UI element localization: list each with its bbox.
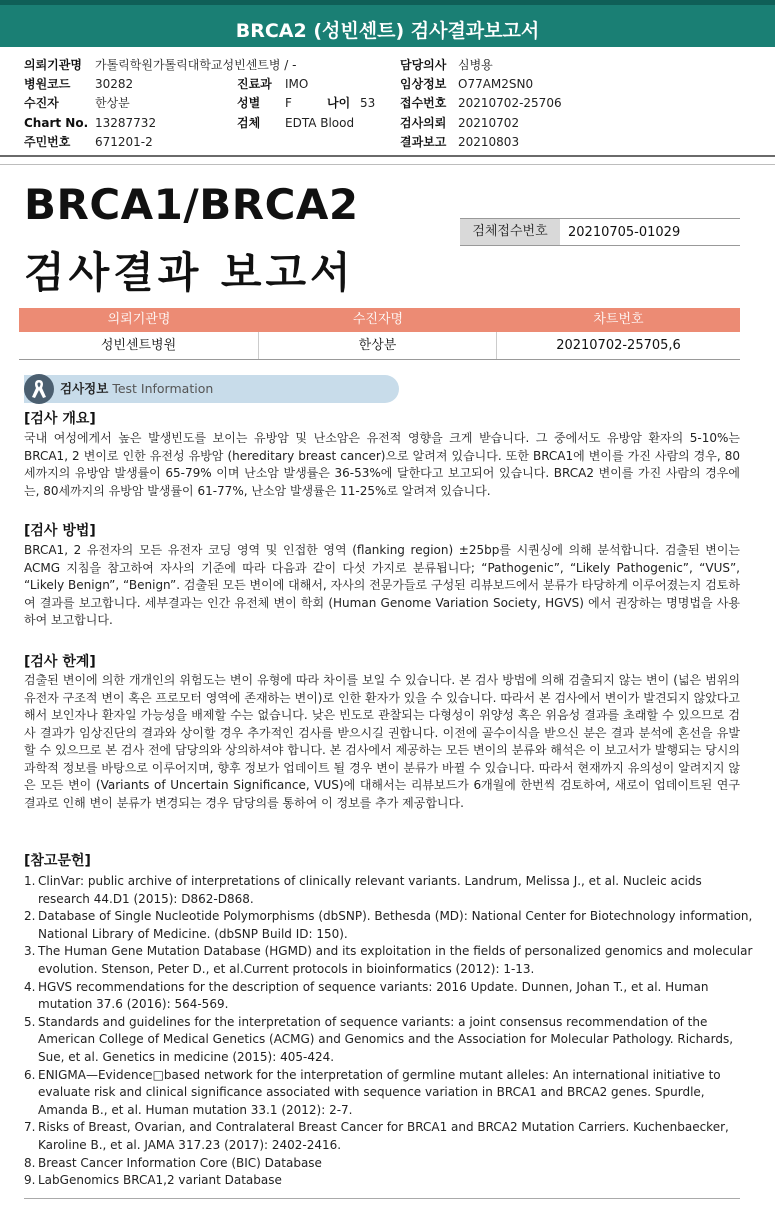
list-item [24, 943, 754, 978]
footer-divider [24, 1198, 740, 1199]
list-item [24, 908, 754, 943]
method-title: [검사 방법] [24, 523, 96, 539]
test-info-title [60, 375, 213, 403]
table-header-chart: 차트번호 [593, 312, 644, 327]
ref-text: Breast Cancer Information Core (BIC) Database [38, 1155, 322, 1170]
specimen-label: 검체 [237, 116, 261, 130]
ref-number: 8. [24, 1155, 36, 1170]
patient-summary-table [19, 308, 740, 360]
report-label: 결과보고 [400, 135, 447, 149]
list-item [24, 1119, 754, 1154]
specimen-receipt-box [460, 218, 740, 246]
chart-value: 13287732 [95, 116, 157, 130]
hospital-code-label: 병원코드 [24, 77, 71, 91]
institution-value: 가톨릭학원가톨릭대학교성빈센트병 / - [95, 58, 297, 72]
limit-text: 검출된 변이에 의한 개개인의 위험도는 변이 유형에 따라 차이를 보일 수 있습니다. 본 검사 방법에 의해 검출되지 않는 변이 (넓은 범위의 유전자 구조적 변이 혹은 프로모터 영역에 존재하는 변이)로 인한 환자가 있을 수 있습니다. 따라서 본 검사에서 변이가 발견되지 않았다고 해서 보인자나 환자일 가능성을 배제할 수는 없습니다. 낮은 빈도로 관찰되는 다형성이 위양성 혹은 위음성 결과를 초래할 수 있으므로 검사 결과가 임상진단의 결과와 상이할 경우 추가적인 검사를 받으시길 권합니다. 이전에 골수이식을 받으신 분은 결과 분석에 혼선을 유발할 수 있으므로 본 검사 전에 담당의와 상의하셔야 합니다. 본 검사에서 제공하는 모든 변이의 분류와 해석은 이 보고서가 발행되는 당시의 과학적 정보를 바탕으로 이루어지며, 향후 정보가 업데이트 될 경우 변이 분류가 바뀔 수 있습니다. 따라서 현재까지 유의성이 알려지지 않은 모든 변이 (Variants of Uncertain Significance, VUS)에 대해서는 리뷰보드가 6개월에 한번씩 검토하여, 새로이 업데이트된 연구 결과로 인해 변이 분류가 변경되는 경우 담당의를 통하여 이 정보를 추가 제공합니다. [24, 673, 740, 810]
list-item [24, 1172, 754, 1190]
table-row [19, 332, 740, 360]
overview-text: 국내 여성에게서 높은 발생빈도를 보이는 유방암 및 난소암은 유전적 영향을 크게 받습니다. 그 중에서도 유방암 환자의 5-10%는 BRCA1, 2 변이로 인한 유전성 유방암 (hereditary breast cancer)으로 알려져 있습니다. 또한 BRCA1에 변이를 가진 사람의 경우, 80세까지의 유방암 발생률이 65-79% 이며 난소암 발생률은 36-53%에 달한다고 보고되어 있습니다. BRCA2 변이를 가진 사람의 경우에는, 80세까지의 유방암 발생률이 61-77%, 난소암 발생률은 11-25%로 알려져 있습니다. [24, 431, 740, 498]
dept-value: IMO [285, 77, 309, 91]
table-header-patient: 수진자명 [352, 312, 404, 327]
ref-number: 3. [24, 944, 36, 959]
overview-title: [검사 개요] [24, 411, 96, 427]
sex-label: 성별 [237, 96, 261, 110]
ref-text: HGVS recommendations for the description of sequence variants: 2016 Update. Dunnen, Johan T., et al. Human mutation 37.6 (2016): 564-569. [38, 979, 709, 1012]
table-cell-institution: 성빈센트병원 [19, 332, 259, 359]
report-title-line1: BRCA1/BRCA2 [24, 180, 359, 229]
chart-label: Chart No. [24, 116, 89, 130]
rrn-label: 주민번호 [24, 135, 71, 149]
header-row-1 [0, 56, 775, 74]
ref-number: 9. [24, 1173, 36, 1188]
list-item [24, 1014, 754, 1067]
ref-text: ClinVar: public archive of interpretations of clinically relevant variants. Landrum, Melissa J., et al. Nucleic acids research 44.D1 (2015): D862-D868. [38, 874, 702, 906]
request-label: 검사의뢰 [400, 116, 447, 130]
ref-number: 4. [24, 979, 36, 994]
ref-number: 6. [24, 1067, 36, 1082]
header-row-4 [0, 114, 775, 132]
ref-text: ENIGMA—Evidence□based network for the interpretation of germline mutant alleles: An international initiative to evaluate risk and clinical significance associated with sequence variation in BRCA1 and BRCA2 genes. Spurdle, Amanda B., et al. Human mutation 33.1 (2012): 2-7. [38, 1067, 721, 1117]
ref-number: 1. [24, 874, 36, 888]
ref-text: Standards and guidelines for the interpretation of sequence variants: a joint consensus recommendation of the American College of Medical Genetics (ACMG) and Genomics and the Association for Molecular Pathology. Richards, Sue, et al. Genetics in medicine (2015): 405-424. [38, 1014, 734, 1064]
rrn-value: 671201-2 [95, 135, 153, 149]
list-item [24, 979, 754, 1014]
test-info-heading [24, 375, 399, 403]
receipt-value: 20210702-25706 [458, 96, 562, 110]
ref-text: Risks of Breast, Ovarian, and Contralateral Breast Cancer for BRCA1 and BRCA2 Mutation Carriers. Kuchenbaecker, Karoline B., et al. JAMA 317.23 (2017): 2402-2416. [38, 1120, 729, 1152]
age-label: 나이 [327, 96, 351, 110]
table-cell-patient: 한상분 [259, 332, 497, 359]
ref-text: LabGenomics BRCA1,2 variant Database [38, 1173, 282, 1188]
dept-label: 진료과 [237, 77, 272, 91]
specimen-value: EDTA Blood [285, 116, 355, 130]
banner-title: BRCA2 (성빈센트) 검사결과보고서 [235, 20, 540, 42]
header-divider-thin [0, 164, 775, 165]
header-row-3 [0, 94, 775, 112]
list-item [24, 873, 754, 908]
table-cell-chart: 20210702-25705,6 [556, 338, 681, 353]
limit-title: [검사 한계] [24, 654, 96, 670]
method-text: BRCA1, 2 유전자의 모든 유전자 코딩 영역 및 인접한 영역 (flanking region) ±25bp를 시퀀싱에 의해 분석합니다. 검출된 변이는 ACMG 지침을 참고하여 자사의 기준에 따라 다음과 같이 다섯 가지로 분류됩니다; “Pathogenic”, “Likely Pathogenic”, “VUS”, “Likely Benign”, “Benign”. 검출된 모든 변이에 대해서, 자사의 전문가들로 구성된 리뷰보드에서 분류가 타당하게 이루어졌는지 검토하여 결과를 보고합니다. 세부결과는 인간 유전체 변이 학회 (Human Genome Variation Society, HGVS) 에서 권장하는 명명법을 사용하여 보고합니다. [24, 543, 740, 627]
institution-label: 의뢰기관명 [24, 58, 82, 72]
list-item [24, 1155, 754, 1173]
ref-text: Database of Single Nucleotide Polymorphisms (dbSNP). Bethesda (MD): National Center for Biotechnology information, National Library of Medicine. (dbSNP Build ID: 150). [38, 909, 753, 941]
report-title-line2: 검사결과 보고서 [24, 248, 355, 297]
specimen-receipt-label: 검체접수번호 [460, 219, 560, 245]
references-list [24, 873, 754, 1190]
table-header-institution: 의뢰기관명 [107, 312, 171, 327]
patient-label: 수진자 [24, 96, 59, 110]
patient-value: 한상분 [95, 96, 130, 110]
clinical-value: O77AM2SN0 [458, 77, 534, 91]
header-divider [0, 155, 775, 157]
table-header-row [19, 308, 740, 332]
receipt-label: 접수번호 [400, 96, 447, 110]
ref-number: 7. [24, 1120, 36, 1135]
clinical-label: 임상정보 [400, 77, 447, 91]
doctor-value: 심병용 [458, 58, 493, 72]
age-value: 53 [360, 96, 376, 110]
hospital-code-value: 30282 [95, 77, 134, 91]
report-banner [0, 0, 775, 47]
specimen-receipt-value: 20210705-01029 [568, 225, 681, 240]
header-row-2 [0, 75, 775, 93]
doctor-label: 담당의사 [400, 58, 447, 72]
report-value: 20210803 [458, 135, 520, 149]
references-title: [참고문헌] [24, 853, 91, 869]
test-info-title-en: Test Information [112, 381, 214, 396]
sex-value: F [285, 96, 292, 110]
ref-text: The Human Gene Mutation Database (HGMD) and its exploitation in the fields of personalized genomics and molecular evolution. Stenson, Peter D., et al.Current protocols in bioinformatics (2012): 1-13. [38, 944, 753, 976]
ref-number: 5. [24, 1014, 36, 1029]
ref-number: 2. [24, 909, 36, 924]
list-item [24, 1067, 754, 1120]
request-value: 20210702 [458, 116, 520, 130]
ribbon-icon [24, 374, 54, 404]
patient-header [0, 52, 775, 152]
test-info-title-ko: 검사정보 [60, 381, 109, 396]
header-row-5 [0, 133, 775, 151]
